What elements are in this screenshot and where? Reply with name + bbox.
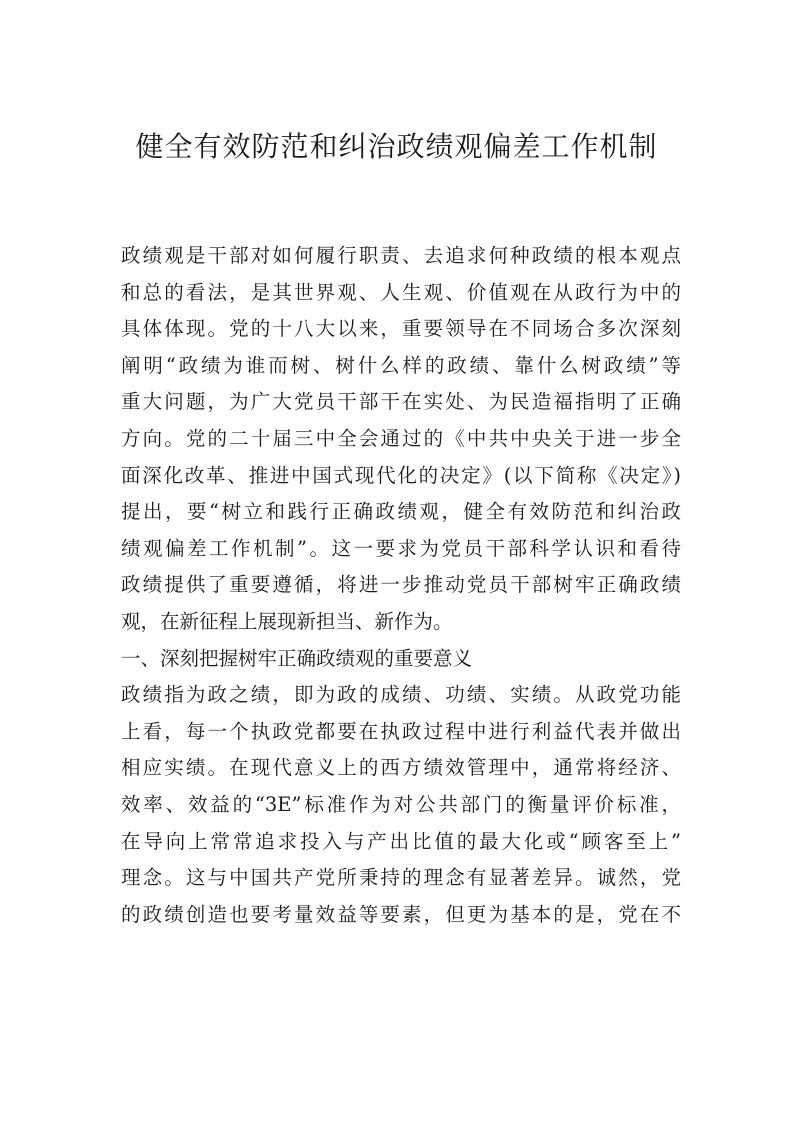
paragraph-line: 的政绩创造也要考量效益等要素，但更为基本的是，党在不 bbox=[121, 902, 681, 926]
paragraph-line: 相应实绩。在现代意义上的西方绩效管理中，通常将经济、 bbox=[121, 756, 681, 780]
paragraph-line: 政绩指为政之绩，即为政的成绩、功绩、实绩。从政党功能 bbox=[121, 683, 681, 707]
paragraph-line: 上看，每一个执政党都要在执政过程中进行利益代表并做出 bbox=[121, 719, 681, 743]
paragraph-line: 和总的看法，是其世界观、人生观、价值观在从政行为中的 bbox=[121, 280, 681, 304]
paragraph-line: 绩观偏差工作机制”。这一要求为党员干部科学认识和看待 bbox=[121, 536, 681, 560]
paragraph-line: 面深化改革、推进中国式现代化的决定》(以下简称《决定》) bbox=[121, 463, 681, 487]
paragraph-line: 重大问题，为广大党员干部干在实处、为民造福指明了正确 bbox=[121, 390, 681, 414]
paragraph-line: 政绩提供了重要遵循，将进一步推动党员干部树牢正确政绩 bbox=[121, 573, 681, 597]
paragraph-line: 方向。党的二十届三中全会通过的《中共中央关于进一步全 bbox=[121, 426, 681, 450]
paragraph-line: 理念。这与中国共产党所秉持的理念有显著差异。诚然，党 bbox=[121, 866, 681, 890]
paragraph-line: 具体体现。党的十八大以来，重要领导在不同场合多次深刻 bbox=[121, 317, 681, 341]
paragraph-line: 政绩观是干部对如何履行职责、去追求何种政绩的根本观点 bbox=[121, 244, 681, 267]
section-heading: 一、深刻把握树牢正确政绩观的重要意义 bbox=[121, 646, 473, 670]
paragraph-line: 效率、效益的“3E”标准作为对公共部门的衡量评价标准， bbox=[121, 792, 681, 816]
paragraph-line: 提出，要“树立和践行正确政绩观，健全有效防范和纠治政 bbox=[121, 500, 681, 524]
paragraph-line: 阐明“政绩为谁而树、树什么样的政绩、靠什么树政绩”等 bbox=[121, 353, 681, 377]
paragraph-line: 在导向上常常追求投入与产出比值的最大化或“顾客至上” bbox=[121, 829, 681, 853]
document-title: 健全有效防范和纠治政绩观偏差工作机制 bbox=[135, 130, 658, 163]
document-body bbox=[121, 238, 681, 933]
paragraph-line: 观，在新征程上展现新担当、新作为。 bbox=[121, 609, 453, 633]
